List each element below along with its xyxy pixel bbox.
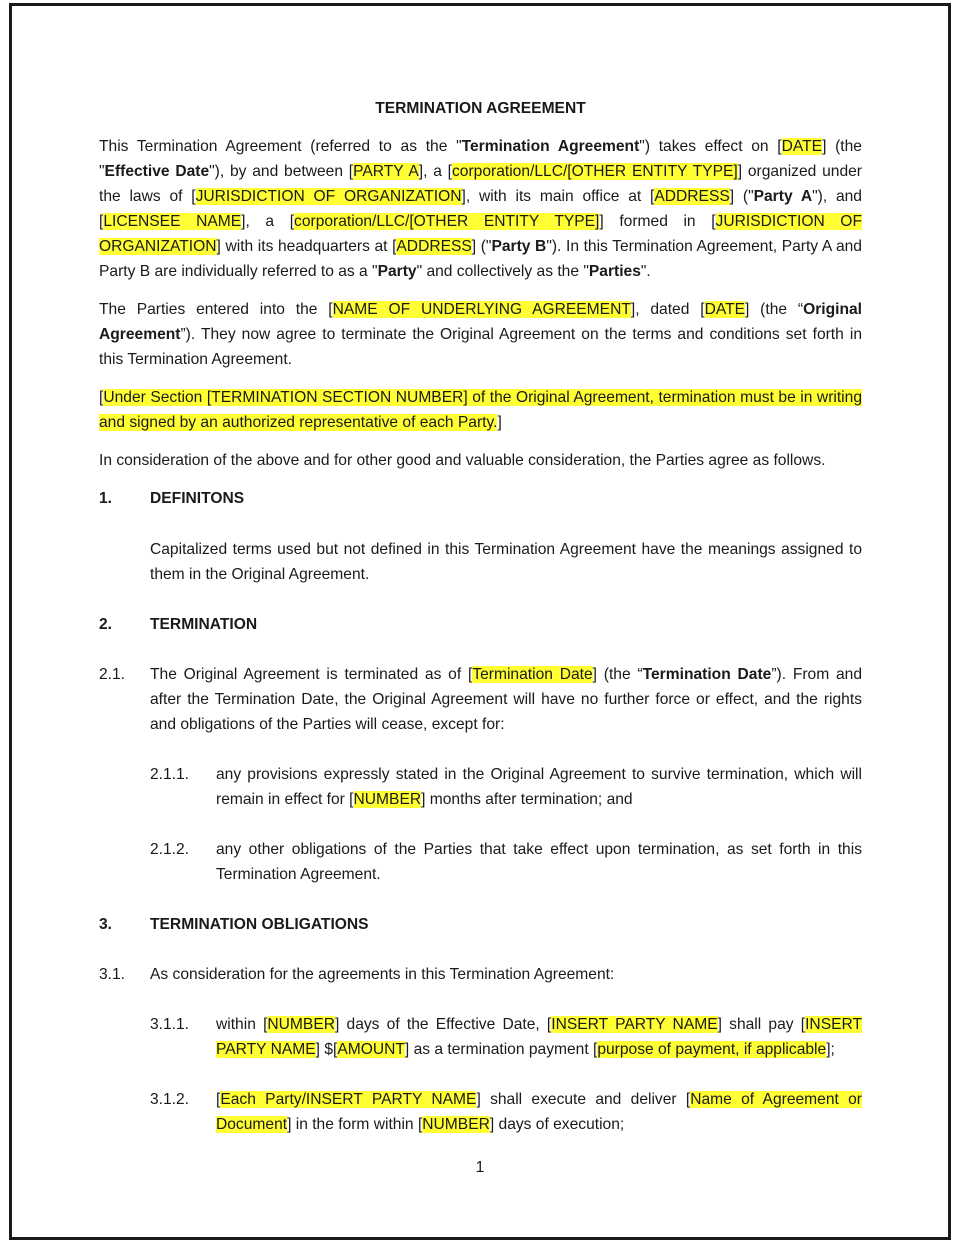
placeholder-number: NUMBER bbox=[267, 1016, 335, 1033]
placeholder-termination-date: Termination Date bbox=[472, 666, 593, 683]
placeholder-number: NUMBER bbox=[353, 791, 422, 808]
clause-text: ] (the “ bbox=[592, 666, 643, 683]
placeholder-party-name: INSERT PARTY NAME bbox=[551, 1016, 718, 1033]
intro-term: Party B bbox=[491, 238, 547, 255]
clause-2-1-2 bbox=[99, 837, 862, 887]
intro-text: ") takes effect on [ bbox=[639, 138, 782, 155]
intro-text: ], a [ bbox=[241, 213, 295, 230]
placeholder-number: NUMBER bbox=[422, 1116, 490, 1133]
clause-number: 3.1.2. bbox=[150, 1091, 190, 1108]
placeholder-party-name: Each Party/INSERT PARTY NAME bbox=[220, 1091, 477, 1108]
clause-3-1-2 bbox=[99, 1087, 862, 1137]
clause-number: 2.1.1. bbox=[150, 766, 190, 783]
intro-term: Termination Agreement bbox=[461, 138, 640, 155]
clause-text: ] shall pay [ bbox=[717, 1016, 806, 1033]
intro-text: ] (" bbox=[729, 188, 754, 205]
intro-text: ] formed in [ bbox=[599, 213, 716, 230]
placeholder-document-name: Name of Agreement or Document bbox=[216, 1091, 862, 1133]
intro-text: "), and [ bbox=[99, 188, 862, 230]
clause-number: 2.1.2. bbox=[150, 841, 190, 858]
intro-text: ". bbox=[640, 263, 651, 280]
intro-paragraph bbox=[99, 134, 862, 284]
clause-text: ”). From and after the Termination Date, the Original Agreement will have no further force or effect, and the rights and obligations of the Parties will cease, except for: bbox=[150, 666, 863, 733]
page-number: 1 bbox=[475, 1159, 485, 1176]
intro-term: Party A bbox=[753, 188, 813, 205]
document-title: TERMINATION AGREEMENT bbox=[375, 100, 586, 117]
clause-text: ] $[ bbox=[315, 1041, 338, 1058]
clause-text: ] in the form within [ bbox=[287, 1116, 423, 1133]
document-page bbox=[9, 3, 951, 1240]
definitions-body: Capitalized terms used but not defined in this Termination Agreement have the meanings assigned to them in the Original Agreement. bbox=[150, 541, 862, 583]
clause-text: ] months after termination; and bbox=[421, 791, 633, 808]
clause-text: ] as a termination payment [ bbox=[404, 1041, 598, 1058]
placeholder-payment-purpose: purpose of payment, if applicable bbox=[597, 1041, 827, 1058]
section-number: 2. bbox=[99, 616, 113, 633]
intro-text: "), by and between [ bbox=[209, 163, 354, 180]
para-text: The Parties entered into the [ bbox=[99, 301, 333, 318]
placeholder-address: ADDRESS bbox=[396, 238, 472, 255]
placeholder-entity-type: corporation/LLC/[OTHER ENTITY TYPE] bbox=[452, 163, 738, 180]
clause-text: The Original Agreement is terminated as of [ bbox=[150, 666, 473, 683]
section-title: TERMINATION bbox=[150, 616, 258, 633]
clause-2-1-1 bbox=[99, 762, 862, 812]
para-text: ] (the “ bbox=[745, 301, 804, 318]
section-title: DEFINITONS bbox=[150, 490, 245, 507]
original-agreement-paragraph bbox=[99, 297, 862, 372]
clause-number: 2.1. bbox=[99, 666, 126, 683]
clause-text: ] shall execute and deliver [ bbox=[476, 1091, 691, 1108]
para-text: ] bbox=[497, 414, 502, 431]
placeholder-optional-clause: Under Section [TERMINATION SECTION NUMBER] of the Original Agreement, termination must be in writing and signed by an authorized representative of each Party. bbox=[99, 389, 862, 431]
intro-text: ], a [ bbox=[418, 163, 452, 180]
intro-text: ] (the " bbox=[99, 138, 862, 180]
placeholder-jurisdiction: JURISDICTION OF ORGANIZATION bbox=[99, 213, 862, 255]
intro-text: "). In this Termination Agreement, Party A and Party B are individually referred to as a " bbox=[99, 238, 862, 280]
clause-3-1 bbox=[99, 962, 862, 987]
defined-term: Termination Date bbox=[642, 666, 772, 683]
consideration-paragraph: In consideration of the above and for other good and valuable consideration, the Parties agree as follows. bbox=[99, 452, 826, 469]
clause-number: 3.1.1. bbox=[150, 1016, 190, 1033]
intro-text: ], with its main office at [ bbox=[461, 188, 655, 205]
placeholder-jurisdiction: JURISDICTION OF ORGANIZATION bbox=[195, 188, 462, 205]
placeholder-date: DATE bbox=[704, 301, 746, 318]
intro-text: ] organized under the laws of [ bbox=[99, 163, 862, 205]
placeholder-licensee-name: LICENSEE NAME bbox=[103, 213, 242, 230]
placeholder-party-name: INSERT PARTY NAME bbox=[216, 1016, 862, 1058]
intro-text: ] (" bbox=[471, 238, 492, 255]
intro-term: Party bbox=[377, 263, 417, 280]
para-text: ”). They now agree to terminate the Original Agreement on the terms and conditions set forth in this Termination Agreement. bbox=[99, 326, 862, 368]
intro-term: Effective Date bbox=[104, 163, 210, 180]
section-heading-definitions bbox=[99, 486, 862, 511]
intro-text: This Termination Agreement (referred to as the " bbox=[99, 138, 462, 155]
intro-term: Parties bbox=[588, 263, 641, 280]
intro-text: ] with its headquarters at [ bbox=[216, 238, 397, 255]
section-number: 3. bbox=[99, 916, 113, 933]
optional-clause-paragraph bbox=[99, 385, 862, 435]
clause-number: 3.1. bbox=[99, 966, 126, 983]
clause-text: [ bbox=[216, 1091, 221, 1108]
clause-text: ] days of execution; bbox=[489, 1116, 625, 1133]
defined-term: Original Agreement bbox=[99, 301, 863, 343]
clause-text: within [ bbox=[216, 1016, 268, 1033]
placeholder-party-a: PARTY A bbox=[353, 163, 419, 180]
section-heading-obligations bbox=[99, 912, 862, 937]
clause-text: ] days of the Effective Date, [ bbox=[334, 1016, 552, 1033]
clause-3-1-1 bbox=[99, 1012, 862, 1062]
placeholder-date: DATE bbox=[781, 138, 823, 155]
para-text: ], dated [ bbox=[630, 301, 705, 318]
para-text: [ bbox=[99, 389, 104, 406]
placeholder-address: ADDRESS bbox=[654, 188, 730, 205]
clause-text: As consideration for the agreements in this Termination Agreement: bbox=[150, 966, 615, 983]
clause-2-1 bbox=[99, 662, 862, 737]
clause-text: any other obligations of the Parties that take effect upon termination, as set forth in this Termination Agreement. bbox=[216, 841, 862, 883]
placeholder-entity-type: corporation/LLC/[OTHER ENTITY TYPE] bbox=[294, 213, 600, 230]
placeholder-agreement-name: NAME OF UNDERLYING AGREEMENT bbox=[332, 301, 631, 318]
clause-text: any provisions expressly stated in the Original Agreement to survive termination, which will remain in effect for [ bbox=[216, 766, 862, 808]
placeholder-amount: AMOUNT bbox=[337, 1041, 405, 1058]
section-title: TERMINATION OBLIGATIONS bbox=[150, 916, 369, 933]
section-number: 1. bbox=[99, 490, 113, 507]
document-body bbox=[99, 96, 862, 1137]
intro-text: " and collectively as the " bbox=[416, 263, 589, 280]
section-heading-termination bbox=[99, 612, 862, 637]
clause-text: ]; bbox=[826, 1041, 835, 1058]
